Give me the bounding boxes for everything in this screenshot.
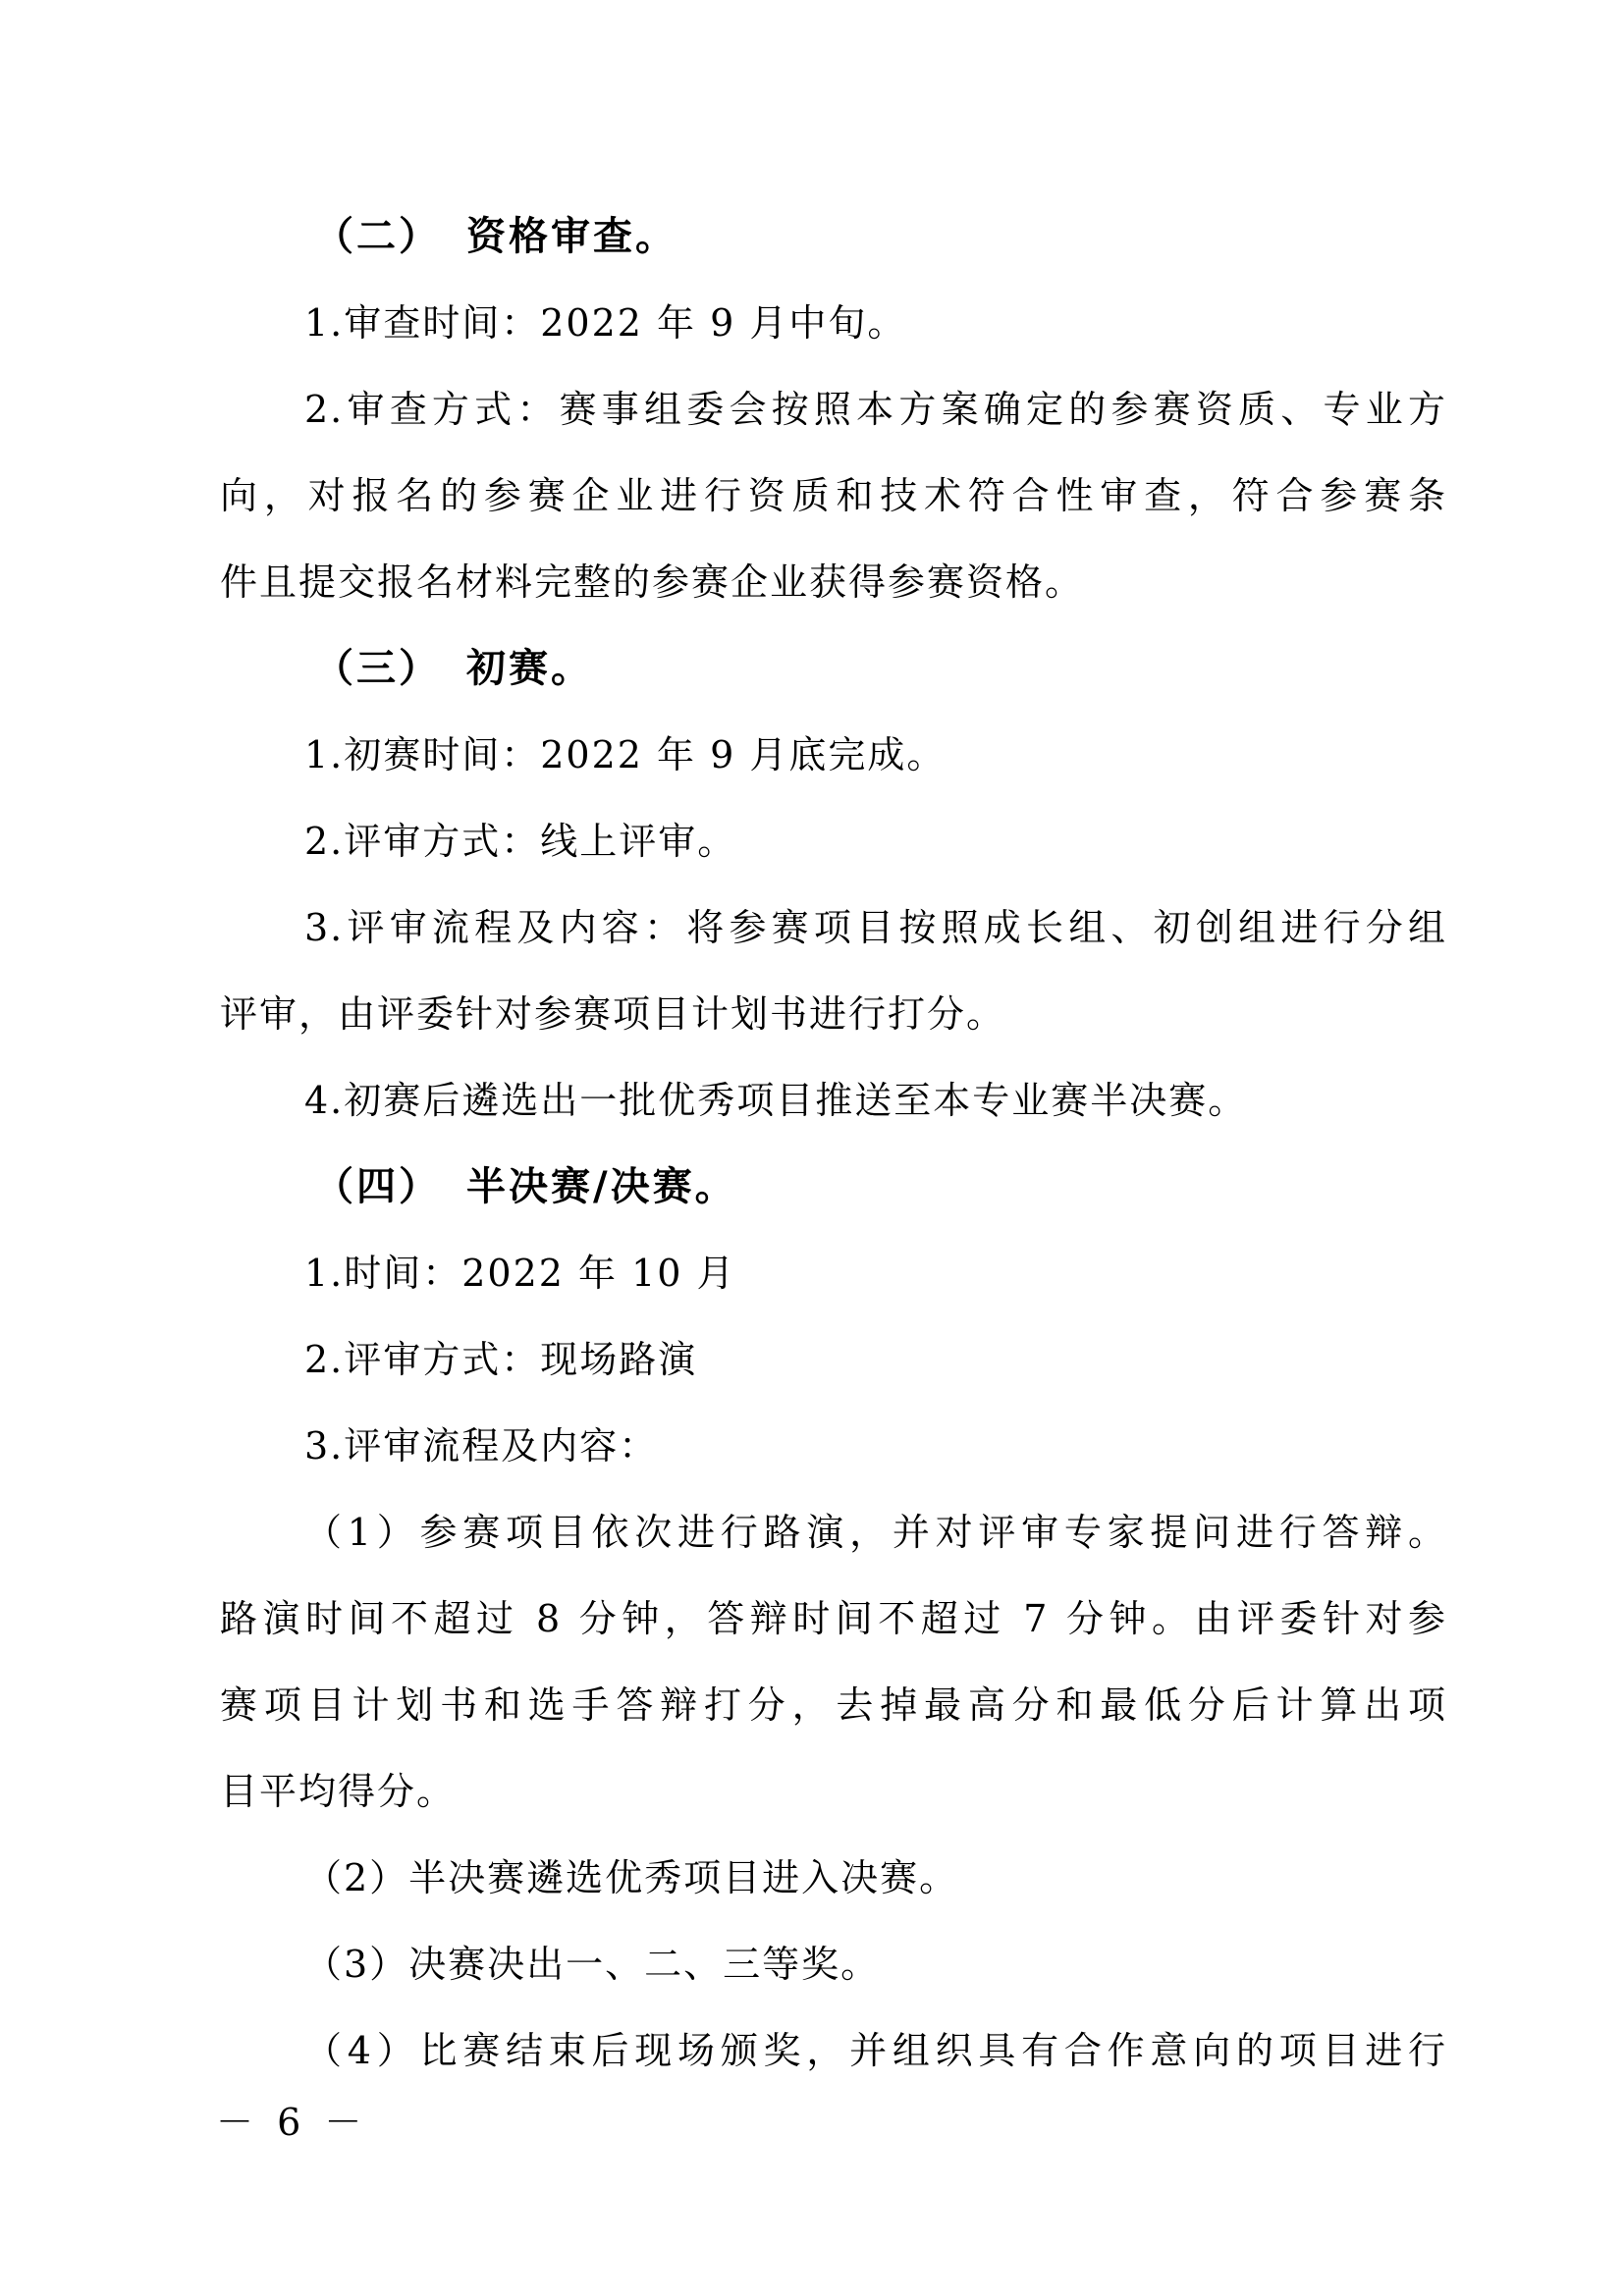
paragraph-final-awards: （3）决赛决出一、二、三等奖。	[304, 1943, 881, 1986]
paragraph-preliminary-method: 2.评审方式：线上评审。	[304, 820, 737, 863]
paragraph-final-time: 1.时间：2022 年 10 月	[304, 1252, 736, 1295]
paragraph-roadshow-line: （1）参赛项目依次进行路演，并对评审专家提问进行答辩。	[304, 1511, 1447, 1554]
section-title: 半决赛/决赛。	[466, 1164, 737, 1209]
section-heading-final	[220, 1144, 1447, 1230]
page-number: － 6 －	[216, 2101, 368, 2144]
section-heading-qualification	[220, 193, 1447, 280]
section-number: （三）	[314, 646, 441, 691]
paragraph-semifinal-selection: （2）半决赛遴选优秀项目进入决赛。	[304, 1856, 959, 1899]
section-title: 初赛。	[466, 646, 593, 691]
paragraph-final-process: 3.评审流程及内容：	[304, 1424, 659, 1468]
paragraph-roadshow-line: 目平均得分。	[220, 1770, 457, 1813]
paragraph-review-method-line: 向，对报名的参赛企业进行资质和技术符合性审查，符合参赛条	[220, 474, 1447, 517]
paragraph-preliminary-process-line: 评审，由评委针对参赛项目计划书进行打分。	[220, 992, 1006, 1036]
section-title: 资格审查。	[466, 214, 677, 259]
paragraph-review-method-line: 2.审查方式：赛事组委会按照本方案确定的参赛资质、专业方	[304, 388, 1447, 431]
paragraph-award-ceremony: （4）比赛结束后现场颁奖，并组织具有合作意向的项目进行	[304, 2029, 1447, 2072]
paragraph-review-time: 1.审查时间：2022 年 9 月中旬。	[304, 301, 907, 345]
paragraph-preliminary-time: 1.初赛时间：2022 年 9 月底完成。	[304, 733, 947, 776]
paragraph-preliminary-process-line: 3.评审流程及内容：将参赛项目按照成长组、初创组进行分组	[304, 906, 1447, 949]
paragraph-review-method-line: 件且提交报名材料完整的参赛企业获得参赛资格。	[220, 561, 1085, 604]
paragraph-preliminary-selection: 4.初赛后遴选出一批优秀项目推送至本专业赛半决赛。	[304, 1079, 1248, 1122]
paragraph-roadshow-line: 赛项目计划书和选手答辩打分，去掉最高分和最低分后计算出项	[220, 1683, 1447, 1727]
section-heading-preliminary	[220, 625, 1447, 712]
document-body	[220, 193, 1447, 2094]
section-number: （二）	[314, 214, 441, 259]
paragraph-final-method: 2.评审方式：现场路演	[304, 1338, 698, 1381]
section-number: （四）	[314, 1164, 441, 1209]
paragraph-roadshow-line: 路演时间不超过 8 分钟，答辩时间不超过 7 分钟。由评委针对参	[220, 1597, 1447, 1640]
